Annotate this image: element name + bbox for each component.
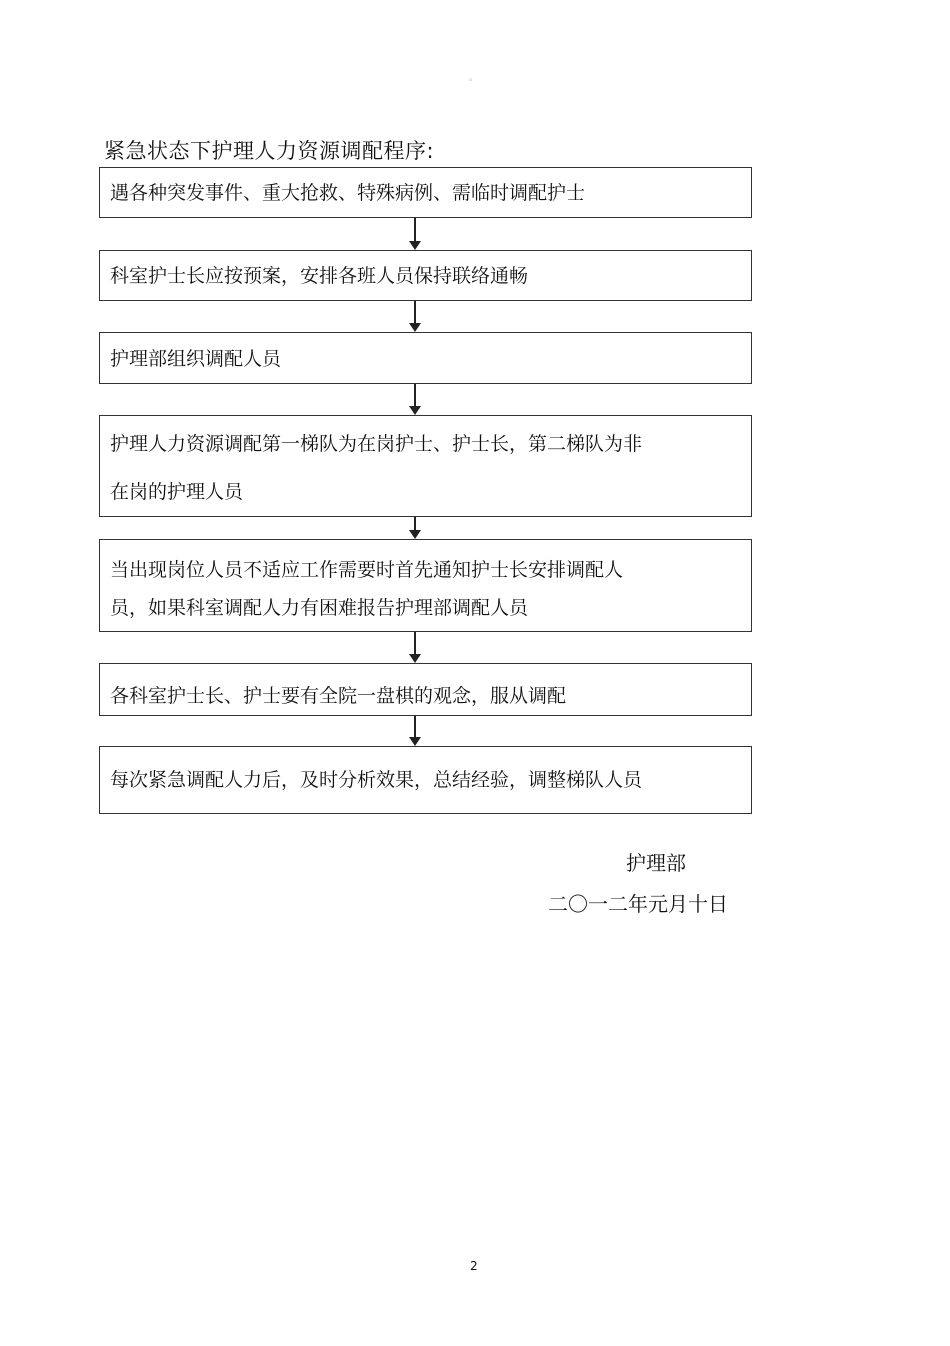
flow-arrow-5 (408, 632, 422, 663)
arrow-head-icon (409, 530, 421, 539)
arrow-shaft (414, 218, 416, 242)
arrow-shaft (414, 517, 416, 531)
arrow-head-icon (409, 654, 421, 663)
flow-step-6 (99, 663, 752, 716)
arrow-head-icon (409, 323, 421, 332)
flow-step-7-line-1: 每次紧急调配人力后，及时分析效果，总结经验，调整梯队人员 (110, 769, 643, 791)
flow-step-3 (99, 332, 752, 384)
flow-step-1-line-1: 遇各种突发事件、重大抢救、特殊病例、需临时调配护士 (110, 182, 586, 204)
arrow-head-icon (409, 737, 421, 746)
flow-arrow-1 (408, 218, 422, 250)
flow-arrow-2 (408, 301, 422, 332)
flow-step-2-line-1: 科室护士长应按预案，安排各班人员保持联络通畅 (110, 265, 529, 287)
flow-arrow-6 (408, 716, 422, 746)
flow-arrow-4 (408, 517, 422, 539)
flow-step-4-line-1: 护理人力资源调配第一梯队为在岗护士、护士长，第二梯队为非 (110, 433, 643, 455)
arrow-shaft (414, 716, 416, 738)
flow-arrow-3 (408, 384, 422, 415)
signature-date: 二〇一二年元月十日 (548, 892, 728, 916)
flow-step-5-line-1: 当出现岗位人员不适应工作需要时首先通知护士长安排调配人 (110, 559, 624, 581)
flow-step-2 (99, 250, 752, 301)
arrow-shaft (414, 301, 416, 324)
flow-step-5-line-2: 员，如果科室调配人力有困难报告护理部调配人员 (110, 597, 529, 619)
flow-step-6-line-1: 各科室护士长、护士要有全院一盘棋的观念，服从调配 (110, 685, 567, 707)
flow-step-4-line-2: 在岗的护理人员 (110, 481, 244, 503)
arrow-shaft (414, 384, 416, 407)
flowchart-title: 紧急状态下护理人力资源调配程序: (104, 139, 435, 163)
arrow-head-icon (409, 406, 421, 415)
signature-department: 护理部 (626, 851, 686, 875)
flow-step-4 (99, 415, 752, 517)
arrow-shaft (414, 632, 416, 655)
arrow-head-icon (409, 241, 421, 250)
flow-step-7 (99, 746, 752, 814)
page-number: 2 (470, 1259, 478, 1273)
flow-step-3-line-1: 护理部组织调配人员 (110, 348, 282, 370)
header-mark: 。 (469, 73, 479, 83)
flow-step-1 (99, 167, 752, 218)
flow-step-5 (99, 539, 752, 632)
